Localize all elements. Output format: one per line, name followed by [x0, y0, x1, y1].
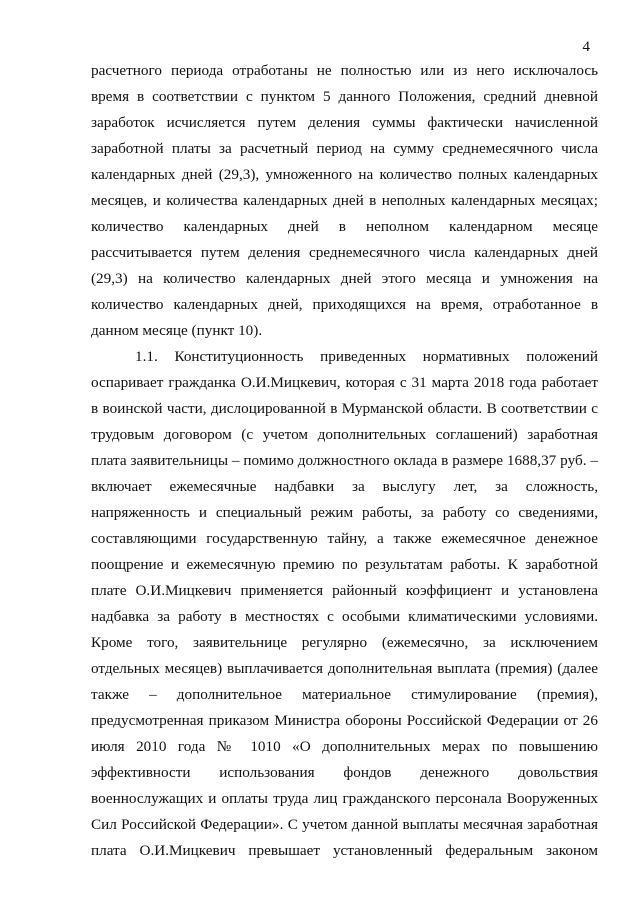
text-line: 1.1. Конституционность приведенных нормативных положений [135, 348, 598, 365]
text-line: оспаривает гражданка О.И.Мицкевич, которая с 31 марта 2018 года работает [91, 374, 598, 391]
text-line: поощрение и ежемесячную премию по результатам работы. К заработной [91, 556, 598, 573]
text-line: Кроме того, заявительнице регулярно (ежемесячно, за исключением [91, 634, 598, 651]
text-line: расчетного периода отработаны не полностью или из него исключалось [91, 62, 598, 79]
text-line: надбавка за работу в местностях с особыми климатическими условиями. [91, 608, 598, 625]
text-line: отдельных месяцев) выплачивается дополнительная выплата (премия) (далее [91, 660, 598, 677]
text-line: военнослужащих и оплаты труда лиц гражданского персонала Вооруженных [91, 790, 598, 807]
text-line: время в соответствии с пунктом 5 данного Положения, средний дневной [91, 88, 598, 105]
text-line: включает ежемесячные надбавки за выслугу лет, за сложность, [91, 478, 598, 495]
text-line: предусмотренная приказом Министра обороны Российской Федерации от 26 [91, 712, 598, 729]
text-line: плата О.И.Мицкевич превышает установленный федеральным законом [91, 842, 598, 859]
text-line: составляющими государственную тайну, а также ежемесячное денежное [91, 530, 598, 547]
page-number: 4 [582, 39, 590, 55]
text-line: эффективности использования фондов денежного довольствия [91, 764, 598, 781]
text-line: (29,3) на количество календарных дней этого месяца и умножения на [91, 270, 598, 287]
text-line: заработной платы за расчетный период на сумму среднемесячного числа [91, 140, 598, 157]
text-line: также – дополнительное материальное стимулирование (премия), [91, 686, 598, 703]
text-line: данном месяце (пункт 10). [91, 322, 263, 339]
text-line: июля 2010 года № 1010 «О дополнительных мерах по повышению [91, 738, 598, 755]
text-line: плата заявительницы – помимо должностного оклада в размере 1688,37 руб. – [91, 452, 598, 469]
text-line: напряженность и специальный режим работы, за работу со сведениями, [91, 504, 598, 521]
text-line: количество календарных дней в неполном календарном месяце [91, 218, 598, 235]
text-line: трудовым договором (с учетом дополнительных соглашений) заработная [91, 426, 598, 443]
text-line: календарных дней (29,3), умноженного на количество полных календарных [91, 166, 598, 183]
paragraph-1-1 [91, 344, 598, 864]
text-line: месяцев, и количества календарных дней в неполных календарных месяцах; [91, 192, 598, 209]
text-line: количество календарных дней, приходящихся на время, отработанное в [91, 296, 598, 313]
text-line: Сил Российской Федерации». С учетом данной выплаты месячная заработная [91, 816, 598, 833]
text-line: в воинской части, дислоцированной в Мурманской области. В соответствии с [91, 400, 598, 417]
text-line: плате О.И.Мицкевич применяется районный коэффициент и установлена [91, 582, 598, 599]
text-line: заработок исчисляется путем деления суммы фактически начисленной [91, 114, 598, 131]
paragraph-calculation-continued [91, 58, 598, 344]
text-line: рассчитывается путем деления среднемесячного числа календарных дней [91, 244, 598, 261]
